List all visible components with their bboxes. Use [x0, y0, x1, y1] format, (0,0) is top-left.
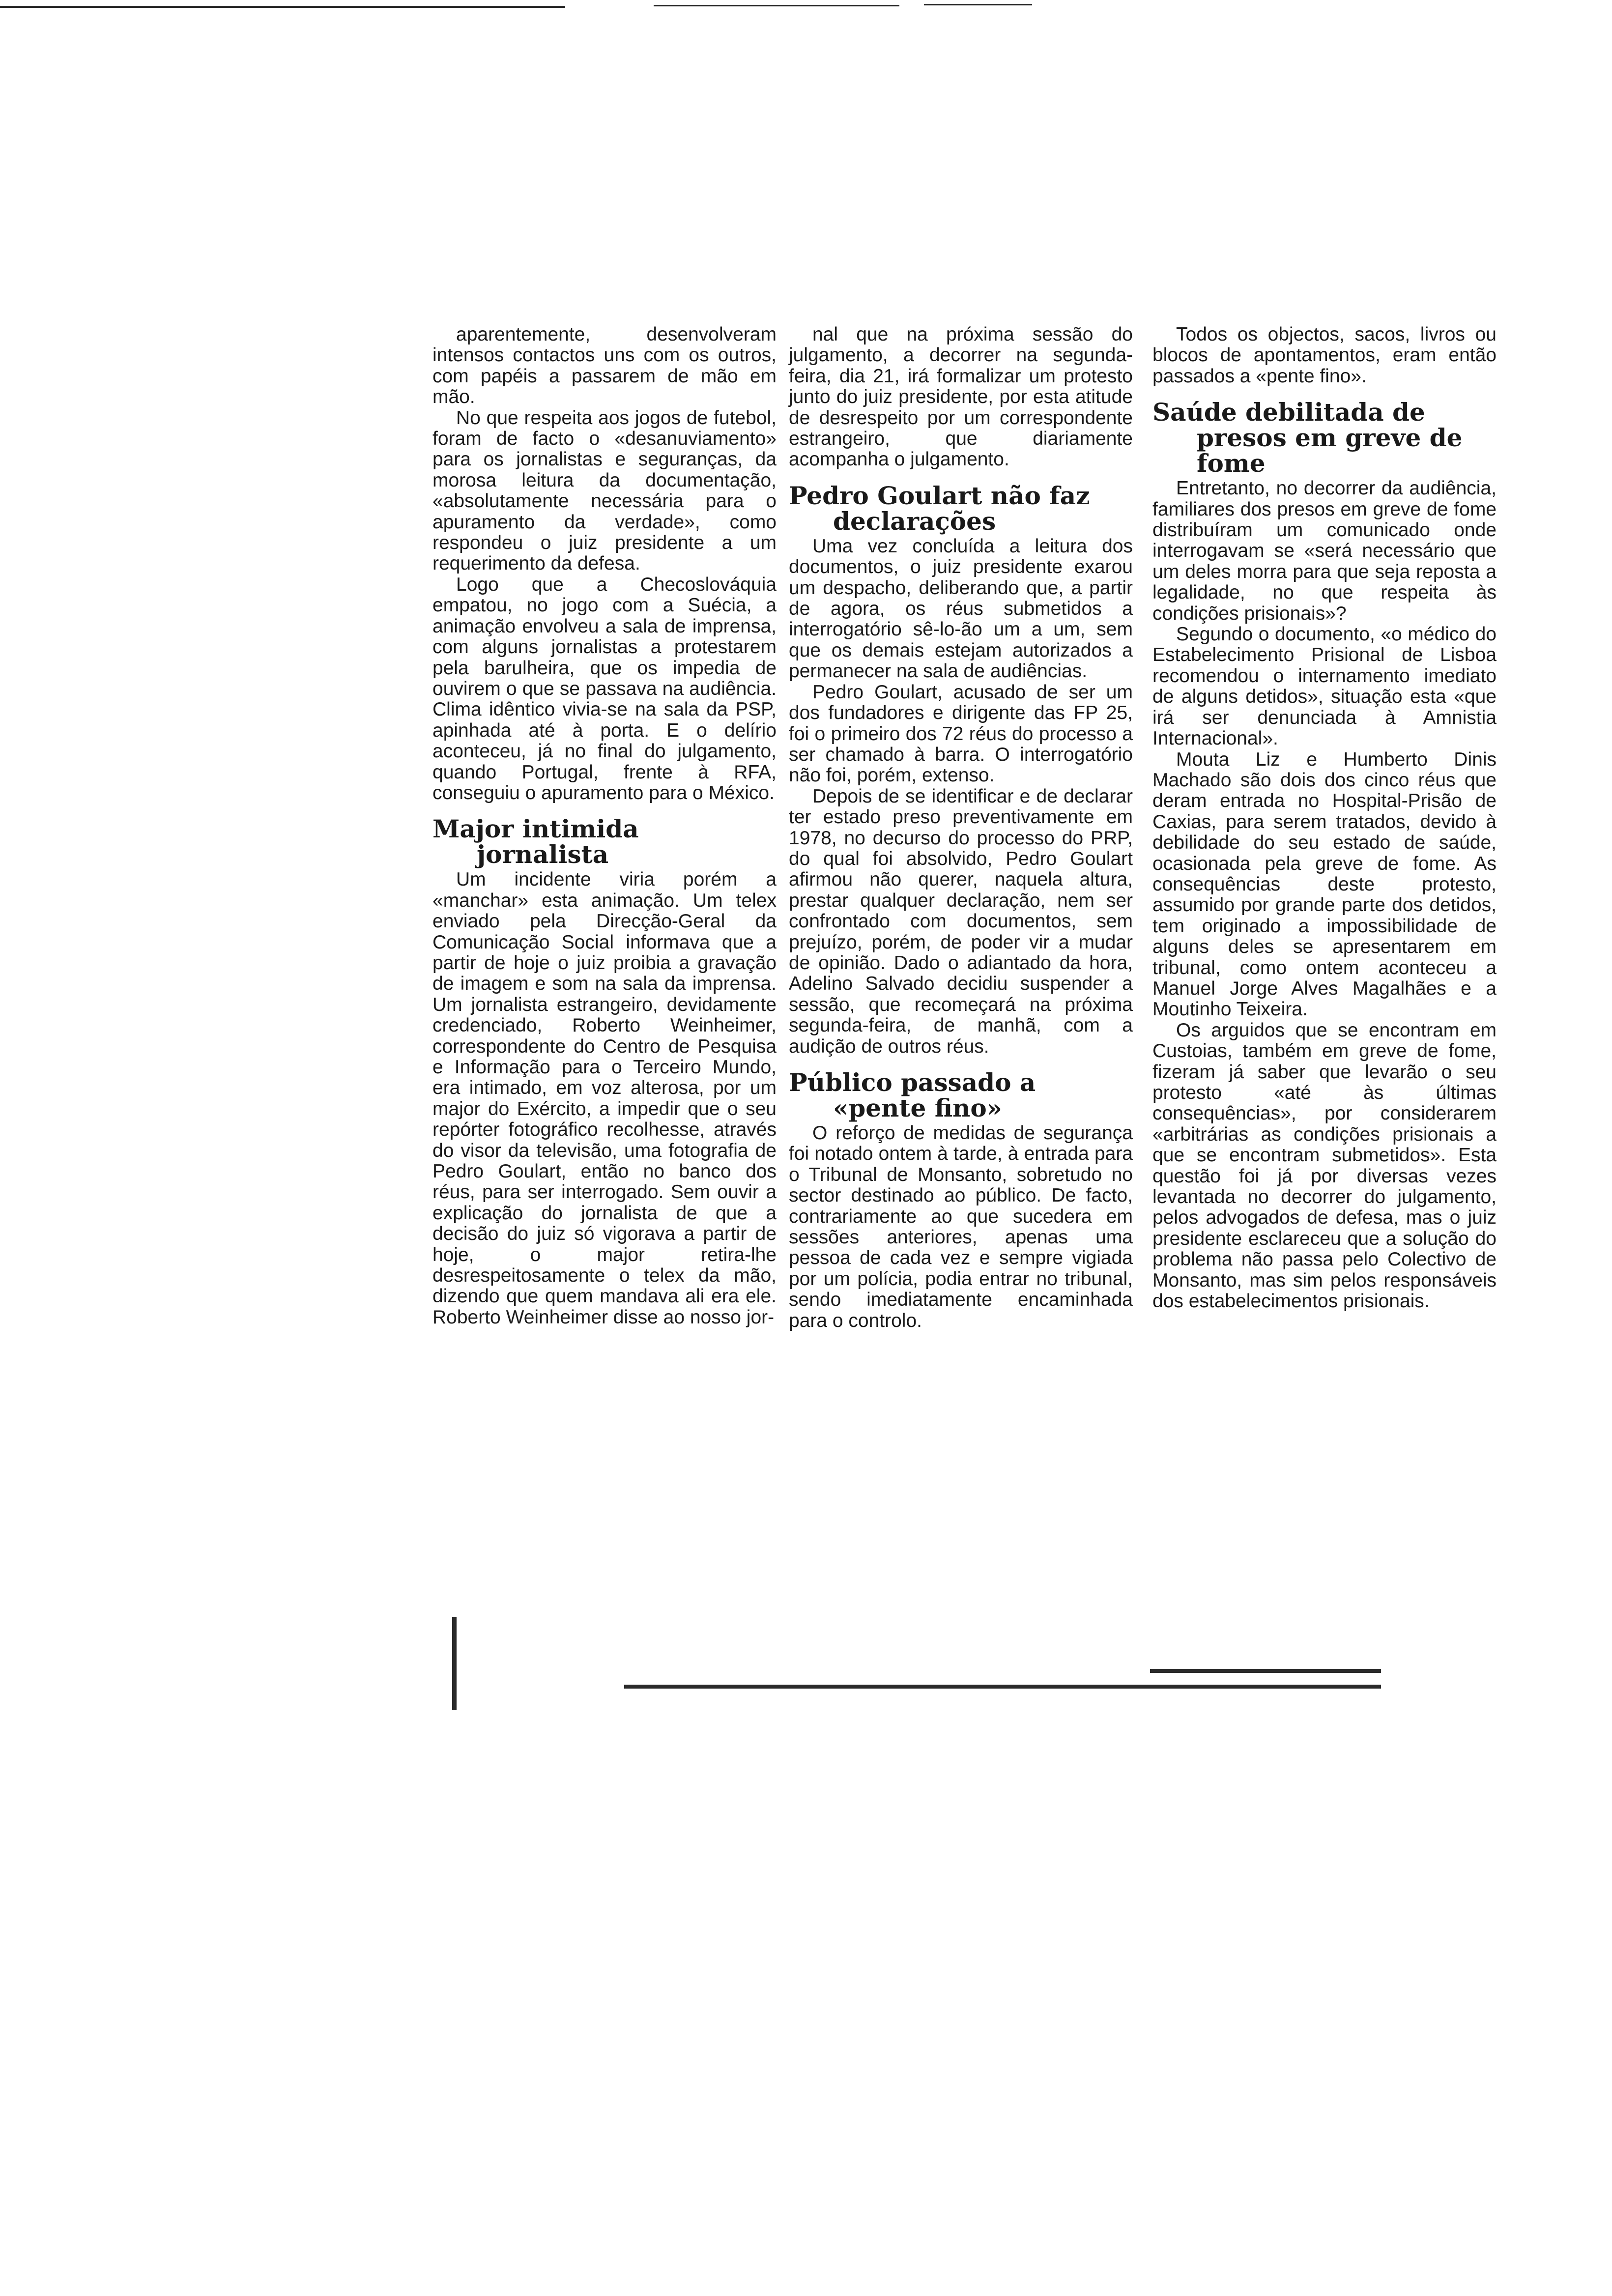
paragraph: Os arguidos que se encontram em Custoias, também em greve de fome, fizeram já saber que levarão o seu protesto «até às últimas consequências», por considerarem «arbitrárias as condições prisionais a que se encontram submetidos». Esta questão foi já por diversas vezes levantada no decorrer do julgamento, pelos advogados de defesa, mas o juiz presidente esclareceu que a solução do problema não passa pelo Colectivo de Monsanto, mas sim pelos responsáveis dos estabelecimentos prisionais. [1152, 1019, 1497, 1312]
paragraph: Logo que a Checoslováquia empatou, no jogo com a Suécia, a animação envolveu a sala de imprensa, com alguns jornalistas a protestarem pela barulheira, que os impedia de ouvirem o que se passava na audiência. Clima idêntico vivia-se na sala da PSP, apinhada até à porta. E o delírio aconteceu, já no final do julgamento, quando Portugal, frente à RFA, conseguiu o apuramento para o México. [432, 574, 777, 804]
article-column-1 [432, 324, 777, 1328]
section-heading: Público passado a «pente fino» [789, 1068, 1036, 1122]
paragraph: Todos os objectos, sacos, livros ou blocos de apontamentos, eram então passados a «pente fino». [1152, 324, 1497, 387]
paragraph: O reforço de medidas de segurança foi notado ontem à tarde, à entrada para o Tribunal de Monsanto, sobretudo no sector destinado ao público. De facto, contrariamente ao que sucedera em sessões anteriores, apenas uma pessoa de cada vez e sempre vigiada por um polícia, podia entrar no tribunal, sendo imediatamente encaminhada para o controlo. [789, 1122, 1133, 1331]
paragraph: Pedro Goulart, acusado de ser um dos fundadores e dirigente das FP 25, foi o primeiro dos 72 réus do processo a ser chamado à barra. O interrogatório não foi, porém, extenso. [789, 681, 1133, 786]
paragraph: Uma vez concluída a leitura dos documentos, o juiz presidente exarou um despacho, deliberando que, a partir de agora, os réus submetidos a interrogatório sê-lo-ão um a um, sem que os demais estejam autorizados a permanecer na sala de audiências. [789, 535, 1133, 682]
top-edge-line-3 [924, 4, 1032, 5]
paragraph: Entretanto, no decorrer da audiência, familiares dos presos em greve de fome distribuíram um comunicado onde interrogavam se «será necessário que um deles morra para que seja reposta a legalidade, no que respeita às condições prisionais»? [1152, 478, 1497, 624]
paragraph: aparentemente, desenvolveram intensos contactos uns com os outros, com papéis a passarem de mão em mão. [432, 324, 777, 408]
section-heading: Saúde debilitada de presos em greve de fome [1152, 398, 1463, 478]
clipping-right-rule [1150, 1669, 1381, 1673]
paragraph: Segundo o documento, «o médico do Estabelecimento Prisional de Lisboa recomendou o internamento imediato de alguns detidos», situação esta «que irá ser denunciada à Amnistia Internacional». [1152, 624, 1497, 749]
section-heading: Major intimida jornalista [432, 814, 639, 869]
top-edge-line-2 [654, 5, 899, 6]
section-heading: Pedro Goulart não faz declarações [789, 481, 1090, 536]
article-column-2 [789, 324, 1133, 1331]
paragraph: nal que na próxima sessão do julgamento, a decorrer na segunda-feira, dia 21, irá formalizar um protesto junto do juiz presidente, por esta atitude de desrespeito por um correspondente estrangeiro, que diariamente acompanha o julgamento. [789, 324, 1133, 470]
paragraph: Um incidente viria porém a «manchar» esta animação. Um telex enviado pela Direcção-Geral da Comunicação Social informava que a partir de hoje o juiz proibia a gravação de imagem e som na sala da imprensa. Um jornalista estrangeiro, devidamente credenciado, Roberto Weinheimer, correspondente do Centro de Pesquisa e Informação para o Terceiro Mundo, era intimado, em voz alterosa, por um major do Exército, a impedir que o seu repórter fotográfico recolhesse, através do visor da televisão, uma fotografia de Pedro Goulart, então no banco dos réus, para ser interrogado. Sem ouvir a explicação do jornalista de que a decisão do juiz só vigorava a partir de hoje, o major retira-lhe desrespeitosamente o telex da mão, dizendo que quem mandava ali era ele. Roberto Weinheimer disse ao nosso jor- [432, 869, 777, 1328]
clipping-bottom-rule [624, 1685, 1381, 1689]
paragraph: No que respeita aos jogos de futebol, foram de facto o «desanuviamento» para os jornalistas e seguranças, da morosa leitura da documentação, «absolutamente necessária para o apuramento da verdade», como respondeu o juiz presidente a um requerimento da defesa. [432, 407, 777, 574]
paragraph: Mouta Liz e Humberto Dinis Machado são dois dos cinco réus que deram entrada no Hospital-Prisão de Caxias, para serem tratados, devido à debilidade do seu estado de saúde, ocasionada pela greve de fome. As consequências deste protesto, assumido por grande parte dos detidos, tem originado a impossibilidade de alguns deles se apresentarem em tribunal, como ontem aconteceu a Manuel Jorge Alves Magalhães e a Moutinho Teixeira. [1152, 748, 1497, 1020]
paragraph: Depois de se identificar e de declarar ter estado preso preventivamente em 1978, no decurso do processo do PRP, do qual foi absolvido, Pedro Goulart afirmou não querer, naquela altura, prestar qualquer declaração, nem ser confrontado com documentos, sem prejuízo, porém, de poder vir a mudar de opinião. Dado o adiantado da hora, Adelino Salvado decidiu suspender a sessão, que recomeçará na próxima segunda-feira, de manhã, com a audição de outros réus. [789, 785, 1133, 1057]
top-edge-line-1 [0, 6, 565, 8]
clipping-left-bracket [452, 1617, 457, 1710]
article-column-3 [1152, 324, 1497, 1312]
